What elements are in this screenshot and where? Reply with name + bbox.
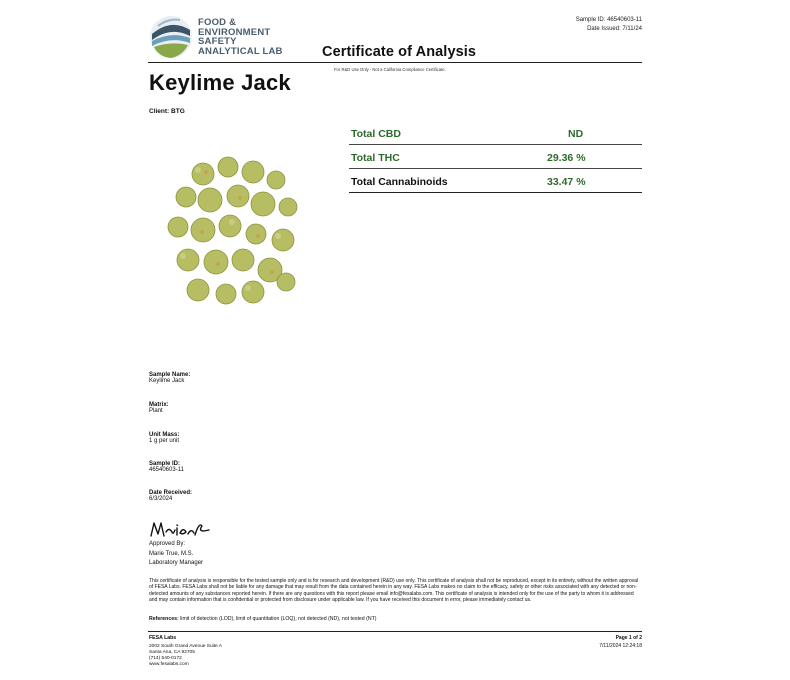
field-value: 1 g per unit bbox=[149, 438, 180, 444]
sample-title: Keylime Jack bbox=[149, 70, 291, 95]
signature bbox=[149, 518, 211, 540]
field-label: Matrix: bbox=[149, 402, 169, 408]
field-date-received bbox=[149, 490, 192, 502]
client-line: Client: BTG bbox=[149, 108, 185, 115]
summary-value: 29.36 % bbox=[547, 152, 586, 164]
summary-row-total-cbd bbox=[349, 122, 642, 145]
footer-lab-name: FESA Labs bbox=[149, 635, 177, 641]
references-label: References: bbox=[149, 616, 179, 622]
references-line bbox=[149, 616, 377, 622]
footer-phone: (714) 540-0172 bbox=[149, 656, 182, 661]
field-value: 6/3/2024 bbox=[149, 496, 173, 502]
approver-name: Marie True, M.S. bbox=[149, 550, 194, 557]
footer-address bbox=[149, 635, 222, 668]
summary-row-total-thc bbox=[349, 146, 642, 169]
page-title: Certificate of Analysis bbox=[322, 44, 477, 60]
sample-photo bbox=[158, 152, 308, 322]
logo-line: SAFETY bbox=[198, 36, 237, 47]
summary-value: 33.47 % bbox=[547, 176, 586, 188]
fesa-logo-icon bbox=[148, 14, 194, 60]
footer-address-line: 2002 South Grand Avenue Suite A bbox=[149, 644, 222, 649]
approval-block bbox=[149, 540, 203, 569]
disclaimer-text: This certificate of analysis is responsible for the tested sample only and is for research and development (R&D) use only. This certificate of analysis shall not be reproduced, except in its entirety, without the written approval of FESA Labs. FESA Labs shall not be liable for any damage that may result from the data contained herein in any way. FESA Labs makes no claim to the efficacy, safety or other risks associated with any detected or non-detected amounts of any substances reported herein. If there are any questions with this report please email info@fesalabs.com. This certificate of analysis is intended only for the use of the party to whom it is addressed and may contain information that is confidential or protected from disclosure under applicable law. If you have received this document in error, please immediately contact us. bbox=[149, 578, 639, 603]
summary-value: ND bbox=[568, 128, 584, 140]
logo-text bbox=[198, 18, 283, 56]
field-label: Sample Name: bbox=[149, 372, 191, 378]
summary-row-total-cannabinoids bbox=[349, 170, 642, 193]
summary-label: Total Cannabinoids bbox=[351, 176, 448, 188]
footer-address-line: Santa Ana, CA 92705 bbox=[149, 650, 195, 655]
header-meta bbox=[576, 16, 642, 34]
field-value: 46540603-11 bbox=[149, 467, 184, 473]
rd-use-note: For R&D Use Only - Not a California Compliance Certificate. bbox=[334, 67, 446, 72]
field-sample-name bbox=[149, 372, 190, 384]
field-matrix bbox=[149, 402, 169, 414]
summary-label: Total CBD bbox=[351, 128, 401, 140]
summary-label: Total THC bbox=[351, 152, 400, 164]
approver-role: Laboratory Manager bbox=[149, 560, 204, 566]
page-number: Page 1 of 2 bbox=[615, 635, 642, 641]
print-timestamp: 7/11/2024 12:24:18 bbox=[599, 642, 642, 649]
references-text: limit of detection (LOD), limit of quantitation (LOQ), not detected (ND), not tested (NT) bbox=[180, 616, 377, 622]
logo-line: ENVIRONMENT bbox=[198, 26, 271, 38]
date-issued-line: Date Issued: 7/11/24 bbox=[587, 26, 642, 32]
lab-logo bbox=[148, 14, 283, 60]
field-value: Keylime Jack bbox=[149, 378, 185, 384]
footer-divider bbox=[148, 631, 642, 632]
field-unit-mass bbox=[149, 432, 179, 444]
field-value: Plant bbox=[149, 408, 163, 414]
field-label: Sample ID: bbox=[149, 461, 181, 467]
header-divider bbox=[148, 62, 642, 63]
field-sample-id bbox=[149, 461, 184, 473]
approved-by-label: Approved By: bbox=[149, 541, 186, 547]
sample-id-line: Sample ID: 46540603-11 bbox=[575, 17, 642, 23]
logo-line: FOOD & bbox=[198, 17, 237, 28]
field-label: Unit Mass: bbox=[149, 432, 180, 438]
footer-website: www.fesalabs.com bbox=[149, 662, 189, 667]
field-label: Date Received: bbox=[149, 490, 193, 496]
logo-line: ANALYTICAL LAB bbox=[198, 45, 283, 57]
footer-page-info bbox=[599, 635, 642, 650]
